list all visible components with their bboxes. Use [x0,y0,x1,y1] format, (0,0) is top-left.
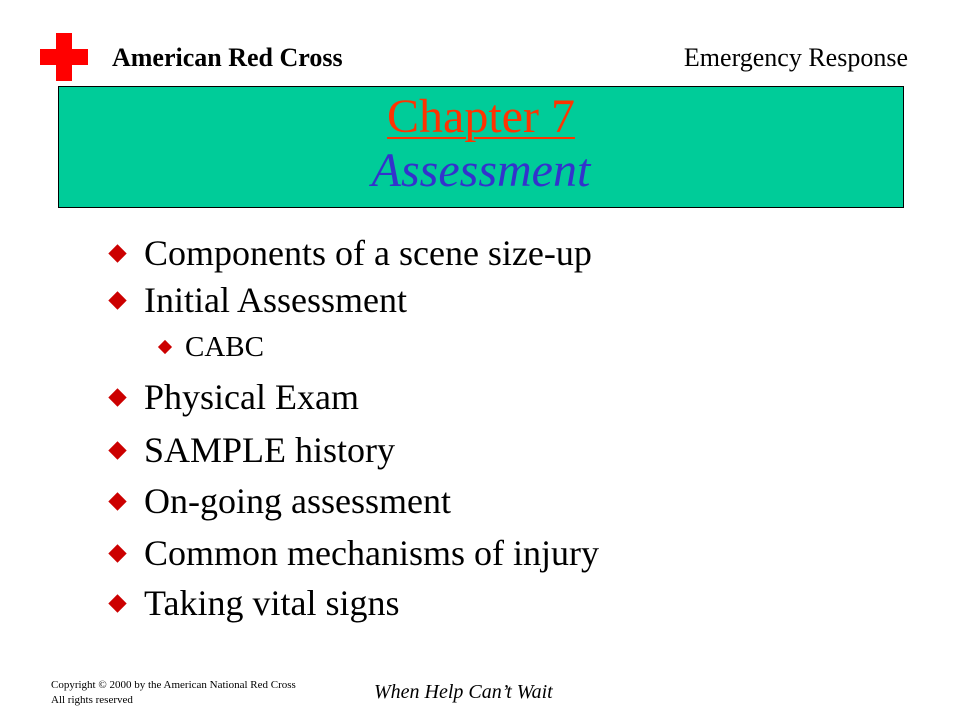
bullet-item [144,479,451,523]
bullet-text: Common mechanisms of injury [144,533,599,573]
bullet-item [144,428,395,472]
diamond-bullet-icon [108,291,126,309]
diamond-bullet-icon [108,388,126,406]
bullet-item [144,231,592,275]
chapter-title-link[interactable]: Chapter 7 [387,90,575,143]
bullet-text: Physical Exam [144,377,359,417]
diamond-bullet-icon [158,340,172,354]
bullet-text: SAMPLE history [144,430,396,470]
diamond-bullet-icon [108,244,126,262]
course-name: Emergency Response [683,43,908,72]
title-box [58,86,904,208]
diamond-bullet-icon [108,594,126,612]
diamond-bullet-icon [108,544,126,562]
copyright-line: Copyright © 2000 by the American National Red Cross [51,679,296,691]
bullet-item [144,278,407,322]
bullet-text: Initial Assessment [144,280,407,320]
red-cross-logo-horizontal [40,49,88,65]
bullet-item [144,581,399,625]
diamond-bullet-icon [108,492,126,510]
red-cross-logo [40,33,88,81]
tagline: When Help Can’t Wait [374,681,553,703]
bullet-text: Taking vital signs [144,583,400,623]
bullet-item [144,531,599,575]
copyright-notice [51,678,296,708]
org-name: American Red Cross [112,43,343,72]
bullet-item [144,375,359,419]
bullet-text: Components of a scene size-up [144,233,592,273]
bullet-text: CABC [185,331,264,363]
bullet-text: On-going assessment [144,481,451,521]
rights-line: All rights reserved [51,694,133,706]
diamond-bullet-icon [108,441,126,459]
section-title: Assessment [371,144,591,197]
sub-bullet-item [185,329,264,365]
